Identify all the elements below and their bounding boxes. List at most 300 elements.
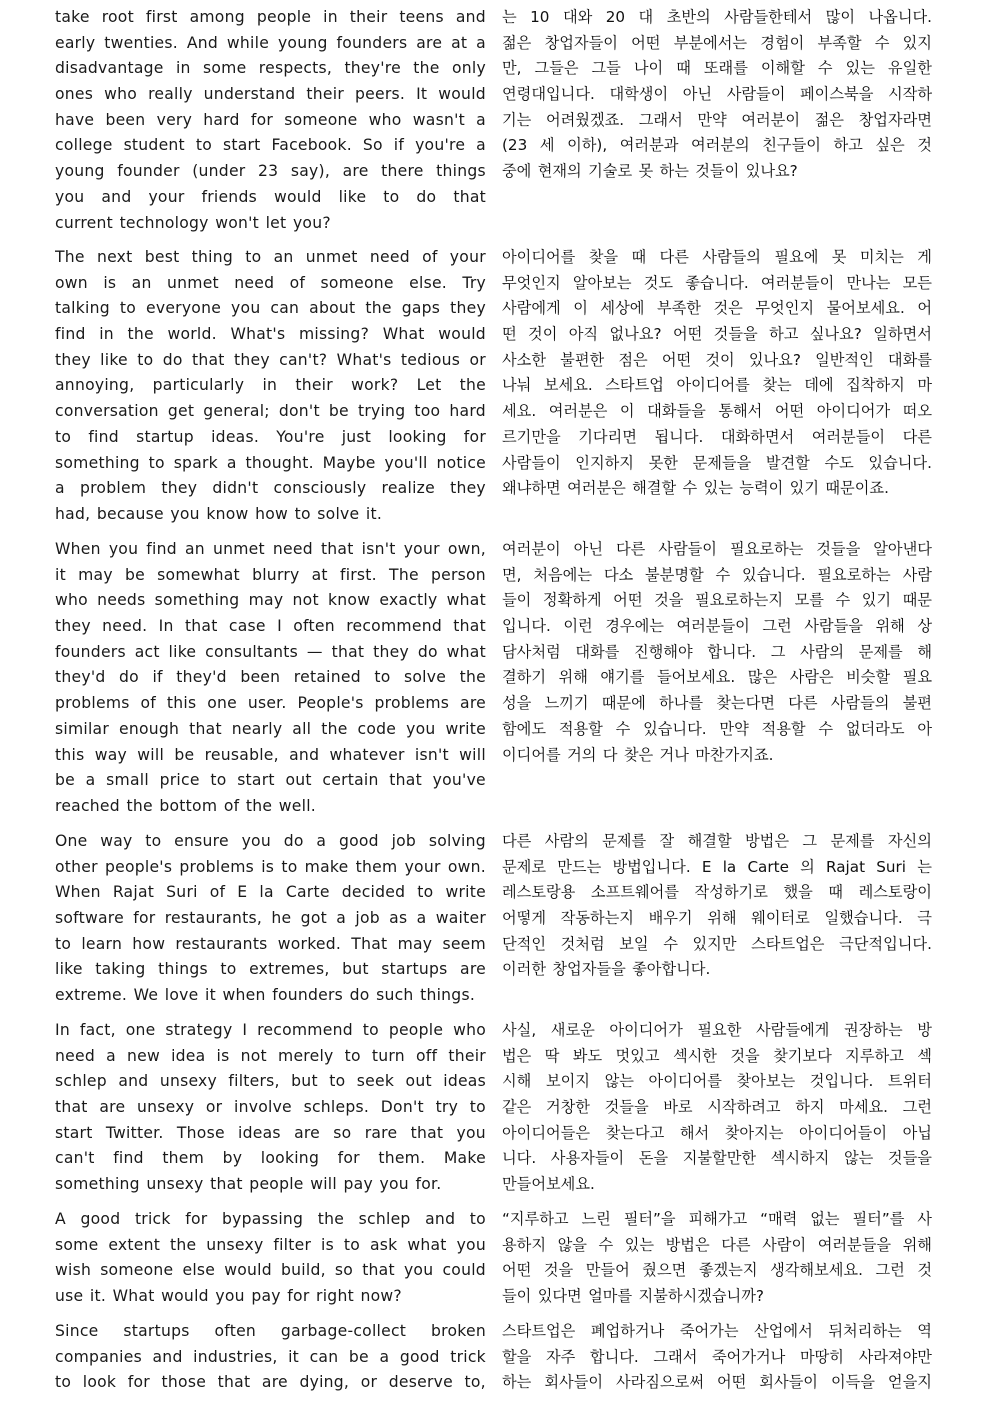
word: 이러한	[502, 960, 547, 979]
text-line	[502, 56, 932, 82]
word: 못	[831, 248, 847, 266]
text-line	[55, 957, 486, 983]
text-line	[55, 1319, 486, 1345]
text-line	[502, 537, 932, 563]
word: 필요한	[697, 1021, 742, 1039]
word: 필요로하는	[817, 565, 891, 584]
word: 있다면	[537, 1287, 582, 1306]
word: 페이스북을	[800, 85, 874, 104]
word: you	[55, 187, 85, 206]
word: 역	[917, 1322, 932, 1340]
word: their	[306, 85, 344, 104]
word: that	[453, 187, 486, 206]
word: for	[133, 909, 156, 928]
text-line	[502, 451, 932, 477]
word: 여러분이	[502, 540, 561, 558]
word: your	[404, 857, 441, 876]
word: college	[55, 136, 113, 155]
word: 일하면서	[873, 325, 932, 344]
word: is	[261, 857, 275, 876]
word: 않는	[604, 1072, 634, 1091]
word: 해결할	[687, 832, 732, 850]
word: need	[369, 248, 410, 266]
word: a	[476, 33, 486, 52]
word: 많은	[747, 668, 778, 687]
word: some	[55, 1235, 99, 1254]
word: spark	[173, 453, 218, 472]
text-line	[55, 56, 486, 82]
word: right	[316, 1287, 354, 1306]
word: won't	[215, 213, 260, 232]
text-line	[502, 1095, 932, 1121]
word: 회사들이	[759, 1373, 818, 1392]
text-line	[55, 1370, 486, 1396]
word: 나이	[633, 59, 664, 78]
word: thing	[191, 248, 234, 266]
word: they'd	[55, 668, 106, 687]
word: 불편	[902, 694, 932, 713]
word: 부족할	[817, 33, 862, 52]
word: extremes,	[249, 960, 330, 979]
word: will	[310, 1175, 337, 1194]
word: price	[159, 771, 200, 790]
text-line	[55, 563, 486, 589]
word: would	[161, 1287, 209, 1306]
word: peers.	[354, 85, 406, 104]
word: 없는	[810, 1210, 840, 1228]
word: well.	[278, 796, 317, 815]
word: try	[435, 1098, 459, 1117]
text-line	[55, 588, 486, 614]
word: 배우기	[648, 909, 693, 928]
word: to	[417, 883, 434, 902]
word: hard	[203, 110, 240, 129]
word: 있는	[703, 479, 733, 498]
word: E	[237, 883, 248, 902]
word: really	[148, 85, 193, 104]
word: 젊은	[814, 110, 844, 129]
word: 어떻게	[502, 909, 547, 928]
word: 모를	[794, 591, 824, 610]
word: 있기	[789, 479, 820, 498]
word: or	[469, 350, 486, 369]
word: 마세요.	[839, 1098, 889, 1117]
text-line	[55, 185, 486, 211]
word: 니다.	[502, 1149, 537, 1168]
word: you've	[432, 771, 486, 790]
word: of	[422, 248, 438, 266]
word: 대	[638, 8, 654, 26]
word: 결하기	[502, 668, 547, 687]
word: job	[391, 832, 417, 850]
word: 대학생이	[609, 85, 669, 104]
word: 합니다.	[589, 1347, 639, 1366]
word: 필요	[902, 668, 932, 687]
word: 여러분은	[548, 402, 608, 421]
word: something	[55, 453, 140, 472]
word: an	[184, 540, 205, 558]
word: had,	[55, 504, 91, 523]
word: say),	[290, 162, 331, 181]
word: you	[241, 832, 271, 850]
word: 스타트업은	[751, 934, 825, 953]
word: you	[456, 1235, 486, 1254]
word: 아이디어를	[676, 376, 750, 395]
word: certain	[322, 771, 379, 790]
word: missing?	[298, 325, 370, 344]
word: own.	[447, 857, 486, 876]
word: out	[285, 771, 312, 790]
word: something	[154, 591, 240, 610]
word: 알아보는	[572, 273, 632, 292]
word: 불편한	[560, 350, 605, 369]
word: Carte	[747, 857, 789, 876]
text-line	[55, 31, 486, 57]
word: Rajat	[112, 883, 155, 902]
word: in	[175, 59, 191, 78]
word: 있나요?	[745, 162, 798, 181]
word: recommend	[257, 1021, 353, 1039]
word: 르기만을	[502, 427, 561, 446]
word: 부분에서는	[673, 33, 748, 52]
word: start	[237, 771, 275, 790]
word: 물어보세요.	[826, 299, 905, 318]
word: You're	[276, 427, 325, 446]
word: 지루하고	[845, 1046, 904, 1065]
word: 회사들이	[544, 1373, 603, 1392]
word: 대화하면서	[720, 427, 795, 446]
word: 것이	[528, 325, 558, 344]
word: 다른	[788, 694, 818, 713]
word: problem	[79, 479, 147, 498]
word: do	[119, 668, 139, 687]
text-line	[55, 640, 486, 666]
text-line	[55, 159, 486, 185]
word: 것이	[705, 350, 735, 369]
word: 사용자들이	[550, 1149, 625, 1168]
word: do	[283, 832, 304, 850]
text-line	[55, 1207, 486, 1233]
word: those	[161, 1373, 207, 1392]
word: person	[430, 565, 486, 584]
word: 사라져야만	[858, 1347, 932, 1366]
word: 있지	[902, 33, 932, 52]
word: 것을	[543, 1261, 574, 1280]
word: the	[245, 796, 273, 815]
text-line	[55, 717, 486, 743]
word: 때	[631, 248, 647, 266]
word: to	[195, 136, 213, 155]
word: 뒤처리하는	[828, 1322, 902, 1340]
text-line	[55, 211, 486, 237]
word: Those	[176, 1123, 225, 1142]
text-line	[502, 829, 932, 855]
word: do	[349, 986, 370, 1005]
word: 수	[817, 59, 833, 78]
word: 좋습니다.	[685, 273, 749, 292]
word: 때	[676, 59, 691, 78]
word: garbage-collect	[280, 1322, 407, 1340]
word: 방법입니다.	[612, 857, 691, 876]
word: first	[145, 8, 178, 26]
word: 해결할	[632, 479, 677, 498]
word: 의	[800, 857, 815, 876]
word: 수도	[824, 453, 854, 472]
word: Twitter.	[105, 1123, 164, 1142]
word: 하지	[795, 1098, 825, 1117]
word: 초반의	[666, 8, 711, 26]
word: What's	[230, 325, 286, 344]
word: la	[259, 883, 274, 902]
text-line	[502, 1233, 932, 1259]
word: 기는	[502, 110, 532, 129]
text-line	[502, 1172, 932, 1198]
word: often	[214, 1322, 257, 1340]
word: a	[336, 909, 347, 928]
word: of	[289, 273, 306, 292]
word: A	[55, 1210, 66, 1228]
word: 그들은	[534, 59, 579, 78]
word: 문제로	[502, 857, 547, 876]
word: unmet	[305, 248, 358, 266]
word: 하는	[502, 1373, 532, 1392]
word: people	[249, 1175, 304, 1194]
word: be	[125, 565, 145, 584]
word: 여러분이	[741, 110, 801, 129]
word: 다른	[502, 832, 532, 850]
word: your	[449, 248, 486, 266]
word: 나옵니다.	[868, 8, 932, 26]
word: 못	[638, 162, 654, 181]
word: love	[164, 986, 199, 1005]
word: 있는	[845, 59, 875, 78]
word: 사람들한테서	[724, 8, 813, 26]
word: for.	[415, 1175, 442, 1194]
word: We	[133, 986, 159, 1005]
word: isn't	[414, 745, 449, 764]
word: 해서	[679, 1123, 710, 1142]
word: 만약	[697, 110, 727, 129]
english-paragraph	[55, 1319, 486, 1396]
word: they	[55, 350, 91, 369]
korean-paragraph	[502, 537, 932, 768]
word: 보일	[619, 934, 649, 953]
word: 들이	[502, 591, 532, 610]
word: strategy	[165, 1021, 233, 1039]
word: 사람은	[789, 668, 834, 687]
word: 일반적인	[815, 350, 874, 369]
korean-paragraph	[502, 5, 932, 185]
word: 만드는	[557, 857, 602, 876]
text-line	[55, 1146, 486, 1172]
word: 사람들이	[502, 453, 561, 472]
word: idea	[171, 1046, 206, 1065]
text-line	[55, 296, 486, 322]
word: job	[355, 909, 380, 928]
word: 데에	[804, 376, 834, 395]
word: 것	[917, 136, 932, 155]
word: user.	[247, 694, 287, 713]
word: 어	[917, 299, 932, 318]
word: know	[327, 591, 371, 610]
word: decided	[341, 883, 406, 902]
word: 어떤	[661, 350, 692, 369]
word: can	[270, 299, 300, 318]
word: 새로운	[550, 1021, 595, 1039]
word: 대화들을	[647, 402, 706, 421]
word: code	[357, 719, 397, 738]
word: 됩니다.	[654, 427, 704, 446]
word: unsexy	[206, 1235, 264, 1254]
word: like	[100, 350, 128, 369]
word: to	[469, 1210, 486, 1228]
word: problems	[374, 694, 450, 713]
word: 하고	[769, 325, 799, 344]
word: 세상에	[600, 299, 645, 318]
word: 아이디어를	[502, 248, 576, 266]
text-line	[55, 476, 486, 502]
text-line	[55, 743, 486, 769]
english-paragraph	[55, 537, 486, 820]
word: 다른	[615, 540, 646, 558]
word: root	[101, 8, 134, 26]
word: act	[134, 642, 160, 661]
word: industries,	[193, 1347, 278, 1366]
word: founders	[336, 33, 408, 52]
word: 것들을	[604, 1098, 649, 1117]
word: you're	[415, 136, 466, 155]
word: 필터”를	[852, 1210, 905, 1228]
word: unmet	[166, 273, 219, 292]
word: 스타트업은	[502, 1322, 576, 1340]
word: 처음에는	[533, 565, 593, 584]
word: 경험이	[760, 33, 805, 52]
text-line	[55, 537, 486, 563]
word: them.	[378, 1149, 426, 1168]
word: 면,	[502, 565, 522, 584]
word: 필요로하는	[729, 540, 804, 558]
word: restaurants,	[164, 909, 263, 928]
word: solve	[404, 668, 447, 687]
word: 이득을	[830, 1373, 875, 1392]
word: 다	[602, 745, 618, 764]
word: by	[222, 1149, 243, 1168]
word: 담사처럼	[502, 642, 561, 661]
text-line	[55, 271, 486, 297]
word: all	[292, 719, 312, 738]
word: for	[127, 1373, 150, 1392]
word: world.	[167, 325, 217, 344]
word: 필요에	[774, 248, 819, 266]
word: who	[368, 110, 402, 129]
word: 들어보세요.	[656, 668, 736, 687]
word: or	[205, 1098, 223, 1117]
word: are	[261, 1373, 288, 1392]
word: if	[393, 136, 405, 155]
english-paragraph	[55, 5, 486, 236]
word: founders	[272, 986, 344, 1005]
word: of	[140, 694, 157, 713]
word: you	[406, 719, 436, 738]
text-line	[502, 855, 932, 881]
word: would	[273, 187, 322, 206]
word: is	[216, 1046, 230, 1065]
word: first.	[339, 565, 377, 584]
word: 때문에	[601, 694, 646, 713]
word: 게	[917, 248, 932, 266]
word: 20	[605, 8, 626, 26]
word: 거의	[567, 745, 597, 764]
word: 돈을	[638, 1149, 669, 1168]
text-line	[55, 1044, 486, 1070]
word: start	[222, 136, 261, 155]
word: trick	[450, 1347, 486, 1366]
word: 작성하기로	[694, 883, 768, 902]
word: own,	[447, 540, 486, 558]
text-line	[502, 322, 932, 348]
word: find	[113, 1149, 144, 1168]
word: 능력이	[739, 479, 784, 498]
word: to	[220, 960, 237, 979]
word: pay	[251, 1287, 281, 1306]
word: 어떤	[613, 591, 643, 610]
word: ideas	[238, 1123, 281, 1142]
word: their	[448, 1046, 486, 1065]
word: need	[272, 540, 313, 558]
word: 젊은	[502, 33, 532, 52]
word: out	[405, 1072, 432, 1091]
word: ideas.	[211, 427, 260, 446]
word: 어려웠겠죠.	[545, 110, 625, 129]
word: 함에도	[502, 719, 547, 738]
text-line	[55, 906, 486, 932]
word: 방법은	[745, 832, 790, 850]
word: if	[152, 668, 163, 687]
word: to	[119, 299, 137, 318]
word: a	[476, 110, 486, 129]
word: 것을	[730, 1046, 760, 1065]
word: 있습니다.	[643, 719, 707, 738]
word: 법은	[502, 1046, 532, 1065]
word: particularly	[152, 376, 245, 395]
text-line	[502, 296, 932, 322]
word: to	[362, 1021, 379, 1039]
word: 기술로	[588, 162, 633, 181]
word: case	[228, 617, 266, 636]
word: 찾아지는	[724, 1123, 784, 1142]
text-line	[55, 373, 486, 399]
text-line	[55, 1095, 486, 1121]
text-line	[502, 1370, 932, 1396]
word: involve	[234, 1098, 292, 1117]
word: 딱	[544, 1046, 560, 1065]
word: 떠오	[902, 402, 932, 421]
word: 사람들이	[658, 540, 717, 558]
word: 했을	[783, 883, 813, 902]
word: 수	[663, 934, 678, 953]
word: of	[209, 883, 226, 902]
word: 때문	[902, 591, 932, 610]
word: It	[416, 85, 428, 104]
word: may	[397, 934, 433, 953]
word: this	[55, 745, 85, 764]
word: 여러분들이	[760, 273, 835, 292]
word: it	[55, 565, 66, 584]
word: startups	[123, 1322, 190, 1340]
word: Let	[416, 376, 442, 395]
word: are	[99, 1098, 126, 1117]
word: general;	[203, 402, 270, 421]
